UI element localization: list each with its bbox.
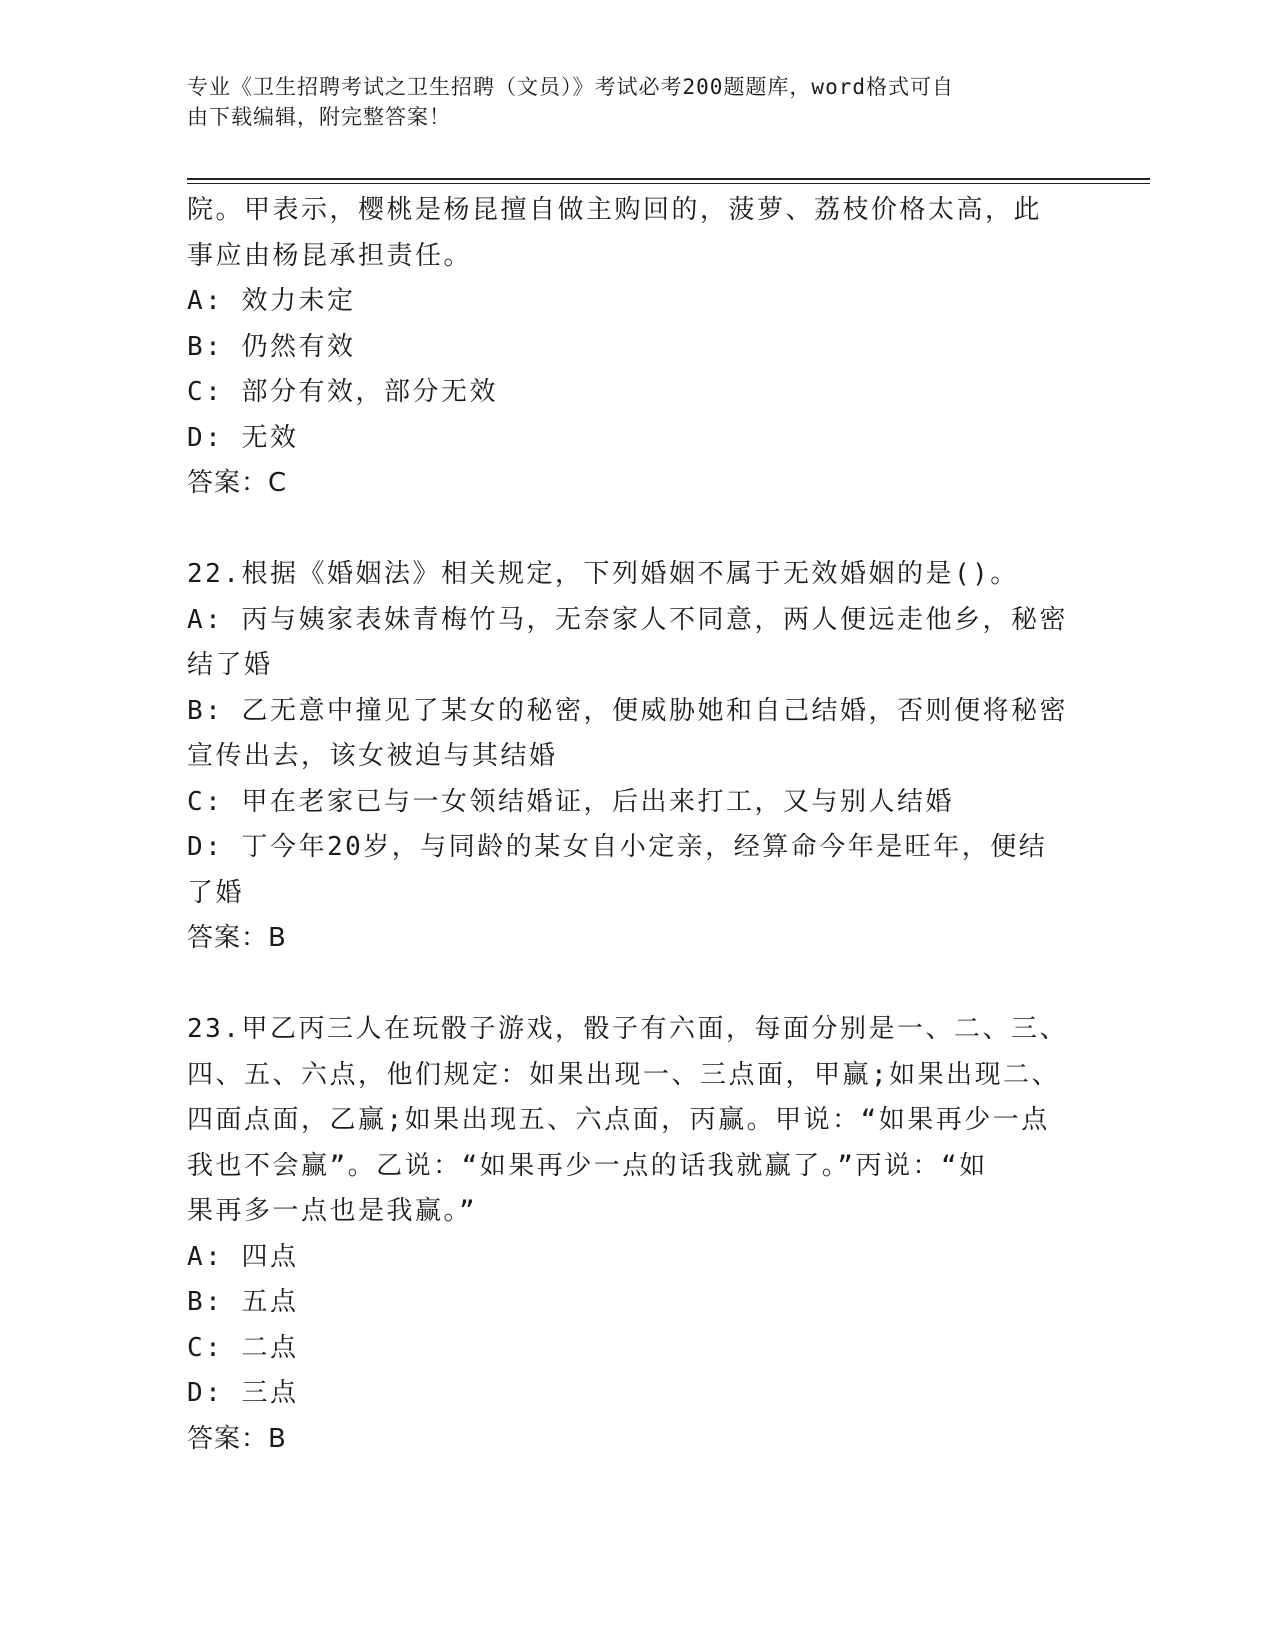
question-content — [187, 188, 1087, 1462]
question-stem-line: 22.根据《婚姻法》相关规定，下列婚姻不属于无效婚姻的是()。 — [187, 559, 1019, 589]
option-c: C: 甲在老家已与一女领结婚证，后出来打工，又与别人结婚 — [187, 786, 954, 817]
answer-line: 答案：B — [187, 923, 287, 953]
option-b: B: 乙无意中撞见了某女的秘密，便威胁她和自己结婚，否则便将秘密 — [187, 695, 1068, 726]
option-b-continued: 宣传出去，该女被迫与其结婚 — [187, 741, 558, 771]
option-d: D: 丁今年20岁，与同龄的某女自小定亲，经算命今年是旺年，便结 — [187, 832, 1048, 862]
option-a: A: 效力未定 — [187, 286, 356, 316]
question-stem-line: 院。甲表示，樱桃是杨昆擅自做主购回的，菠萝、荔枝价格太高，此 — [187, 195, 1043, 225]
option-d: D: 无效 — [187, 422, 299, 453]
option-b: B: 仍然有效 — [187, 331, 356, 362]
question-stem-line: 23.甲乙丙三人在玩骰子游戏，骰子有六面，每面分别是一、二、三、 — [187, 1014, 1068, 1044]
spacer — [187, 962, 1087, 1008]
document-header — [187, 72, 1067, 132]
option-a-continued: 结了婚 — [187, 650, 273, 680]
option-c: C: 二点 — [187, 1332, 299, 1363]
header-divider-thin — [187, 183, 1150, 184]
option-d: D: 三点 — [187, 1378, 299, 1408]
answer-line: 答案：B — [187, 1423, 287, 1454]
question-stem-line: 事应由杨昆承担责任。 — [187, 240, 473, 271]
question-21 — [187, 188, 1087, 507]
option-b: B: 五点 — [187, 1287, 299, 1317]
question-23 — [187, 1007, 1087, 1462]
option-d-continued: 了婚 — [187, 877, 245, 908]
option-a: A: 四点 — [187, 1241, 299, 1272]
header-line-1: 专业《卫生招聘考试之卫生招聘（文员）》考试必考200题题库，word格式可自 — [187, 75, 954, 99]
question-stem-line: 我也不会赢”。乙说：“如果再少一点的话我就赢了。”丙说：“如 — [187, 1150, 988, 1181]
header-divider-thick — [187, 178, 1150, 180]
question-stem-line: 四、五、六点，他们规定：如果出现一、三点面，甲赢;如果出现二、 — [187, 1059, 1061, 1090]
option-c: C: 部分有效，部分无效 — [187, 377, 498, 407]
option-a: A: 丙与姨家表妹青梅竹马，无奈家人不同意，两人便远走他乡，秘密 — [187, 604, 1068, 635]
answer-line: 答案：C — [187, 468, 288, 498]
question-22 — [187, 552, 1087, 962]
header-line-2: 由下载编辑，附完整答案！ — [187, 105, 451, 129]
question-stem-line: 果再多一点也是我赢。” — [187, 1196, 478, 1226]
spacer — [187, 507, 1087, 553]
question-stem-line: 四面点面，乙赢;如果出现五、六点面，丙赢。甲说：“如果再少一点 — [187, 1105, 1050, 1135]
